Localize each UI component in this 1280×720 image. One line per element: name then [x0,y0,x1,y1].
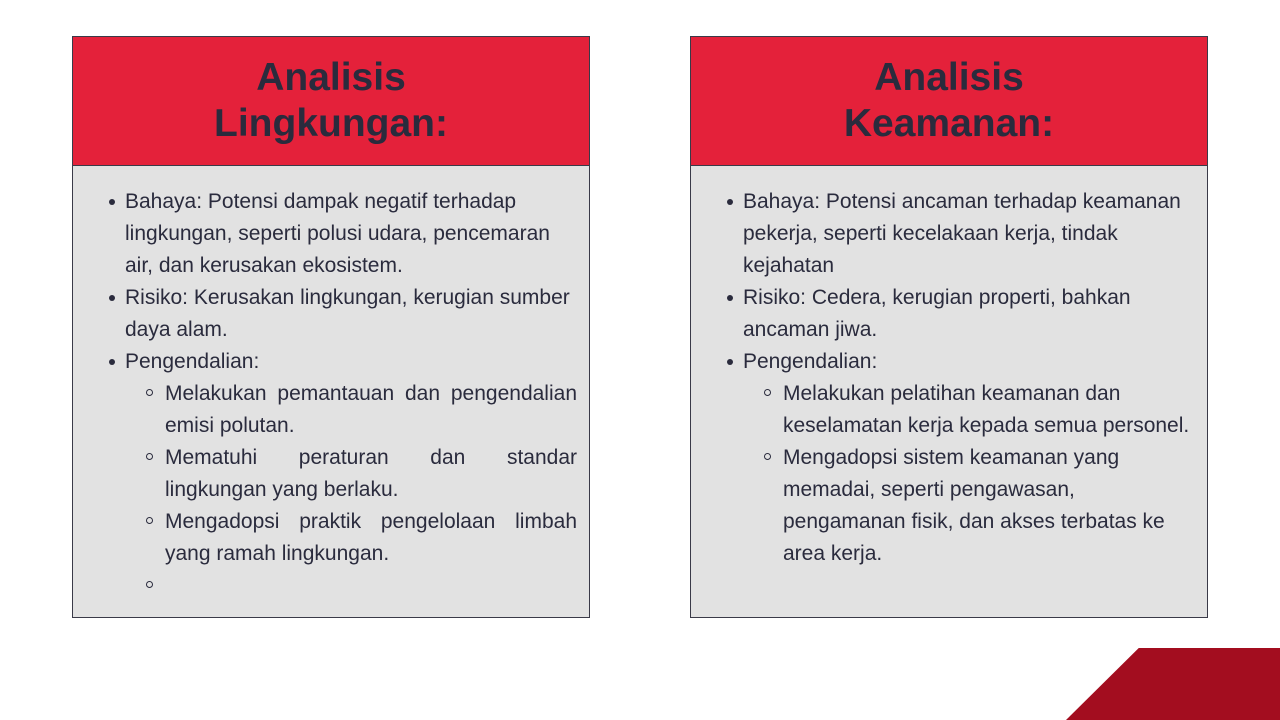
environment-title-line2: Lingkungan: [214,102,448,145]
sub-list-item: Mematuhi peraturan dan standar lingkungan yang berlaku. [165,442,577,506]
control-label: Pengendalian: [125,350,260,373]
security-card-header [691,37,1207,166]
list-item: Bahaya: Potensi ancaman terhadap keamanan pekerja, seperti kecelakaan kerja, tindak kejahatan [743,186,1195,282]
security-sub-list [743,378,1195,570]
environment-title-line1: Analisis [256,56,406,99]
list-item-control [743,346,1195,570]
list-item-control [125,346,577,602]
security-card-body [691,166,1207,570]
list-item: Bahaya: Potensi dampak negatif terhadap lingkungan, seperti polusi udara, pencemaran air, dan kerusakan ekosistem. [125,186,577,282]
list-item: Risiko: Cedera, kerugian properti, bahkan ancaman jiwa. [743,282,1195,346]
sub-list-item: Melakukan pelatihan keamanan dan keselamatan kerja kepada semua personel. [783,378,1195,442]
environment-card-title [214,55,448,147]
empty-sub-list-item [165,570,577,602]
control-label: Pengendalian: [743,350,878,373]
sub-list-item: Melakukan pemantauan dan pengendalian emisi polutan. [165,378,577,442]
security-title-line2: Keamanan: [843,102,1055,145]
decorative-corner-shape [1066,648,1280,720]
list-item: Risiko: Kerusakan lingkungan, kerugian sumber daya alam. [125,282,577,346]
environment-card-body [73,166,589,602]
environment-card-header [73,37,589,166]
sub-list-item: Mengadopsi praktik pengelolaan limbah yang ramah lingkungan. [165,506,577,570]
environment-bullet-list [105,186,577,602]
security-analysis-card [690,36,1208,618]
security-title-line1: Analisis [874,56,1024,99]
sub-list-item: Mengadopsi sistem keamanan yang memadai, seperti pengawasan, pengamanan fisik, dan akses terbatas ke area kerja. [783,442,1195,570]
environment-analysis-card [72,36,590,618]
environment-sub-list [125,378,577,602]
security-bullet-list [723,186,1195,570]
security-card-title [844,55,1054,147]
